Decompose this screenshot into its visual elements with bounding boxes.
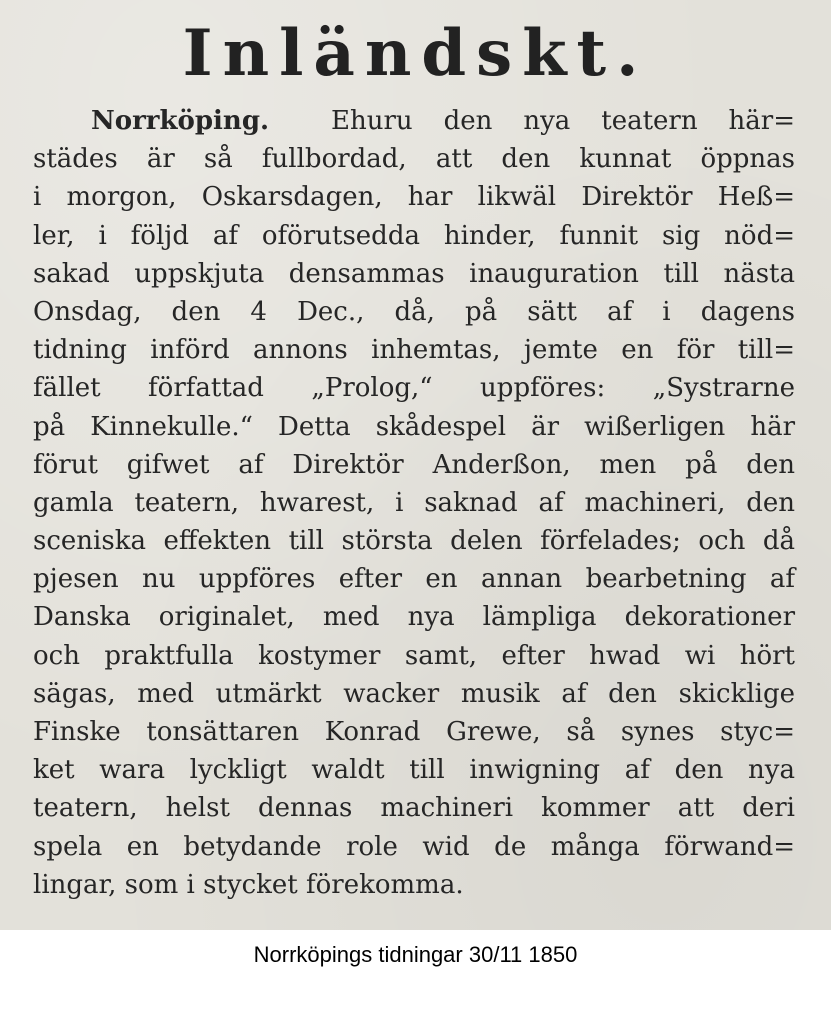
- article-line: tidning införd annons inhemtas, jemte en för till=: [33, 335, 795, 366]
- image-caption: Norrköpings tidningar 30/11 1850: [253, 942, 578, 967]
- article-line: ket wara lyckligt waldt till inwigning af den nya: [33, 755, 795, 786]
- article-line: pjesen nu uppföres efter en annan bearbetning af: [33, 564, 795, 595]
- article-line: gamla teatern, hwarest, i saknad af machineri, den: [33, 487, 795, 518]
- article-line: fället författad „Prolog,“ uppföres: „Systrarne: [33, 373, 795, 404]
- article-line: teatern, helst dennas machineri kommer att deri: [33, 793, 795, 824]
- article-line: sakad uppskjuta densammas inauguration till nästa: [33, 258, 795, 289]
- article-line: [33, 102, 795, 140]
- article-line: städes är så fullbordad, att den kunnat öppnas: [33, 144, 795, 175]
- article-line: spela en betydande role wid de många förwand=: [33, 831, 795, 862]
- article-line: i morgon, Oskarsdagen, har likwäl Direktör Heß=: [33, 182, 795, 213]
- article-line: lingar, som i stycket förekomma.: [33, 869, 464, 900]
- article-line: sceniska effekten till största delen förfelades; och då: [33, 526, 795, 557]
- article-line: och praktfulla kostymer samt, efter hwad wi hört: [33, 640, 795, 671]
- article-body: [33, 102, 795, 904]
- section-heading: Inländskt.: [182, 16, 649, 91]
- article-line: Finske tonsättaren Konrad Grewe, så synes styc=: [33, 717, 795, 747]
- article-line: Onsdag, den 4 Dec., då, på sätt af i dagens: [33, 296, 795, 327]
- article-line-text: Ehuru den nya teatern här=: [331, 106, 796, 136]
- article-line: ler, i följd af oförutsedda hinder, funnit sig nöd=: [33, 220, 795, 251]
- article-line: på Kinnekulle.“ Detta skådespel är wißerligen här: [33, 411, 795, 442]
- article-line: sägas, med utmärkt wacker musik af den skicklige: [33, 678, 795, 709]
- dateline: Norrköping.: [91, 106, 270, 136]
- article-line: förut gifwet af Direktör Anderßon, men på den: [33, 449, 795, 480]
- article-line: Danska originalet, med nya lämpliga dekorationer: [33, 602, 795, 633]
